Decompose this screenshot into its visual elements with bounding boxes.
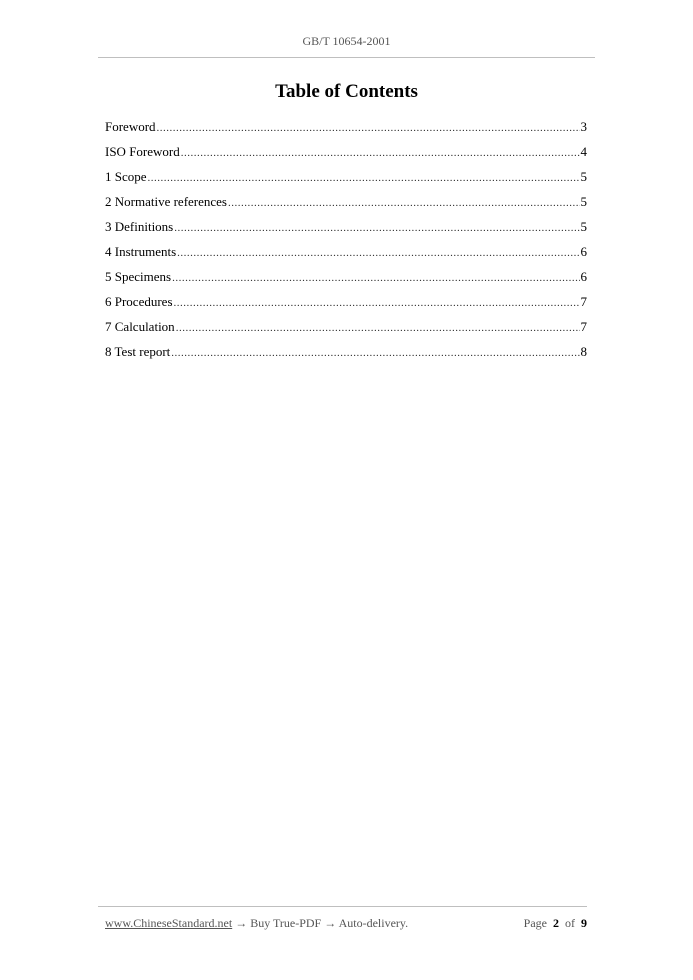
toc-leader-dots: [228, 194, 580, 212]
toc-entry-label: 8 Test report: [105, 344, 171, 359]
page-number: [524, 916, 587, 931]
footer-promo: [105, 916, 408, 931]
toc-entry-label: 3 Definitions: [105, 219, 174, 234]
running-header: GB/T 10654-2001: [302, 34, 391, 48]
toc-entry-label: 1 Scope: [105, 169, 147, 184]
toc-entry-page: 5: [580, 194, 587, 209]
toc-entry-calculation[interactable]: [105, 318, 587, 343]
toc-leader-dots: [148, 169, 580, 187]
footer-divider: [98, 906, 587, 907]
toc-entry-foreword[interactable]: [105, 118, 587, 143]
toc-leader-dots: [181, 144, 580, 162]
arrow-icon: →: [324, 916, 337, 930]
page-label: Page: [523, 916, 547, 930]
page-title: Table of Contents: [275, 81, 418, 102]
toc-leader-dots: [174, 219, 579, 237]
toc-entry-label: ISO Foreword: [105, 144, 180, 159]
toc-entry-scope[interactable]: [105, 168, 587, 193]
toc-entry-page: 7: [580, 319, 587, 334]
toc-entry-page: 6: [580, 269, 587, 284]
toc-entry-instruments[interactable]: [105, 243, 587, 268]
toc-entry-page: 5: [580, 169, 587, 184]
toc-entry-label: 7 Calculation: [105, 319, 175, 334]
table-of-contents: [105, 118, 587, 368]
site-link[interactable]: www.ChineseStandard.net: [105, 916, 233, 930]
toc-leader-dots: [157, 119, 580, 137]
toc-leader-dots: [174, 294, 580, 312]
toc-leader-dots: [172, 269, 579, 287]
toc-entry-page: 8: [580, 344, 587, 359]
toc-entry-page: 5: [580, 219, 587, 234]
toc-leader-dots: [177, 244, 579, 262]
page-current: 2: [553, 916, 559, 930]
page-of: of: [565, 916, 575, 930]
toc-entry-specimens[interactable]: [105, 268, 587, 293]
toc-leader-dots: [176, 319, 580, 337]
delivery-text: Auto-delivery.: [338, 916, 409, 930]
page-total: 9: [581, 916, 587, 930]
toc-entry-label: 5 Specimens: [105, 269, 172, 284]
buy-text: Buy True-PDF: [250, 916, 322, 930]
toc-entry-iso-foreword[interactable]: [105, 143, 587, 168]
toc-entry-page: 6: [580, 244, 587, 259]
header-divider: [98, 57, 595, 58]
toc-entry-label: 6 Procedures: [105, 294, 173, 309]
toc-entry-label: 2 Normative references: [105, 194, 227, 209]
page-footer: [105, 916, 587, 931]
toc-entry-procedures[interactable]: [105, 293, 587, 318]
toc-entry-page: 3: [580, 119, 587, 134]
toc-leader-dots: [171, 344, 579, 362]
toc-entry-label: Foreword: [105, 119, 156, 134]
arrow-icon: →: [235, 916, 248, 930]
toc-entry-label: 4 Instruments: [105, 244, 177, 259]
toc-entry-definitions[interactable]: [105, 218, 587, 243]
toc-entry-page: 4: [580, 144, 587, 159]
toc-entry-normative-references[interactable]: [105, 193, 587, 218]
toc-entry-page: 7: [580, 294, 587, 309]
toc-entry-test-report[interactable]: [105, 343, 587, 368]
